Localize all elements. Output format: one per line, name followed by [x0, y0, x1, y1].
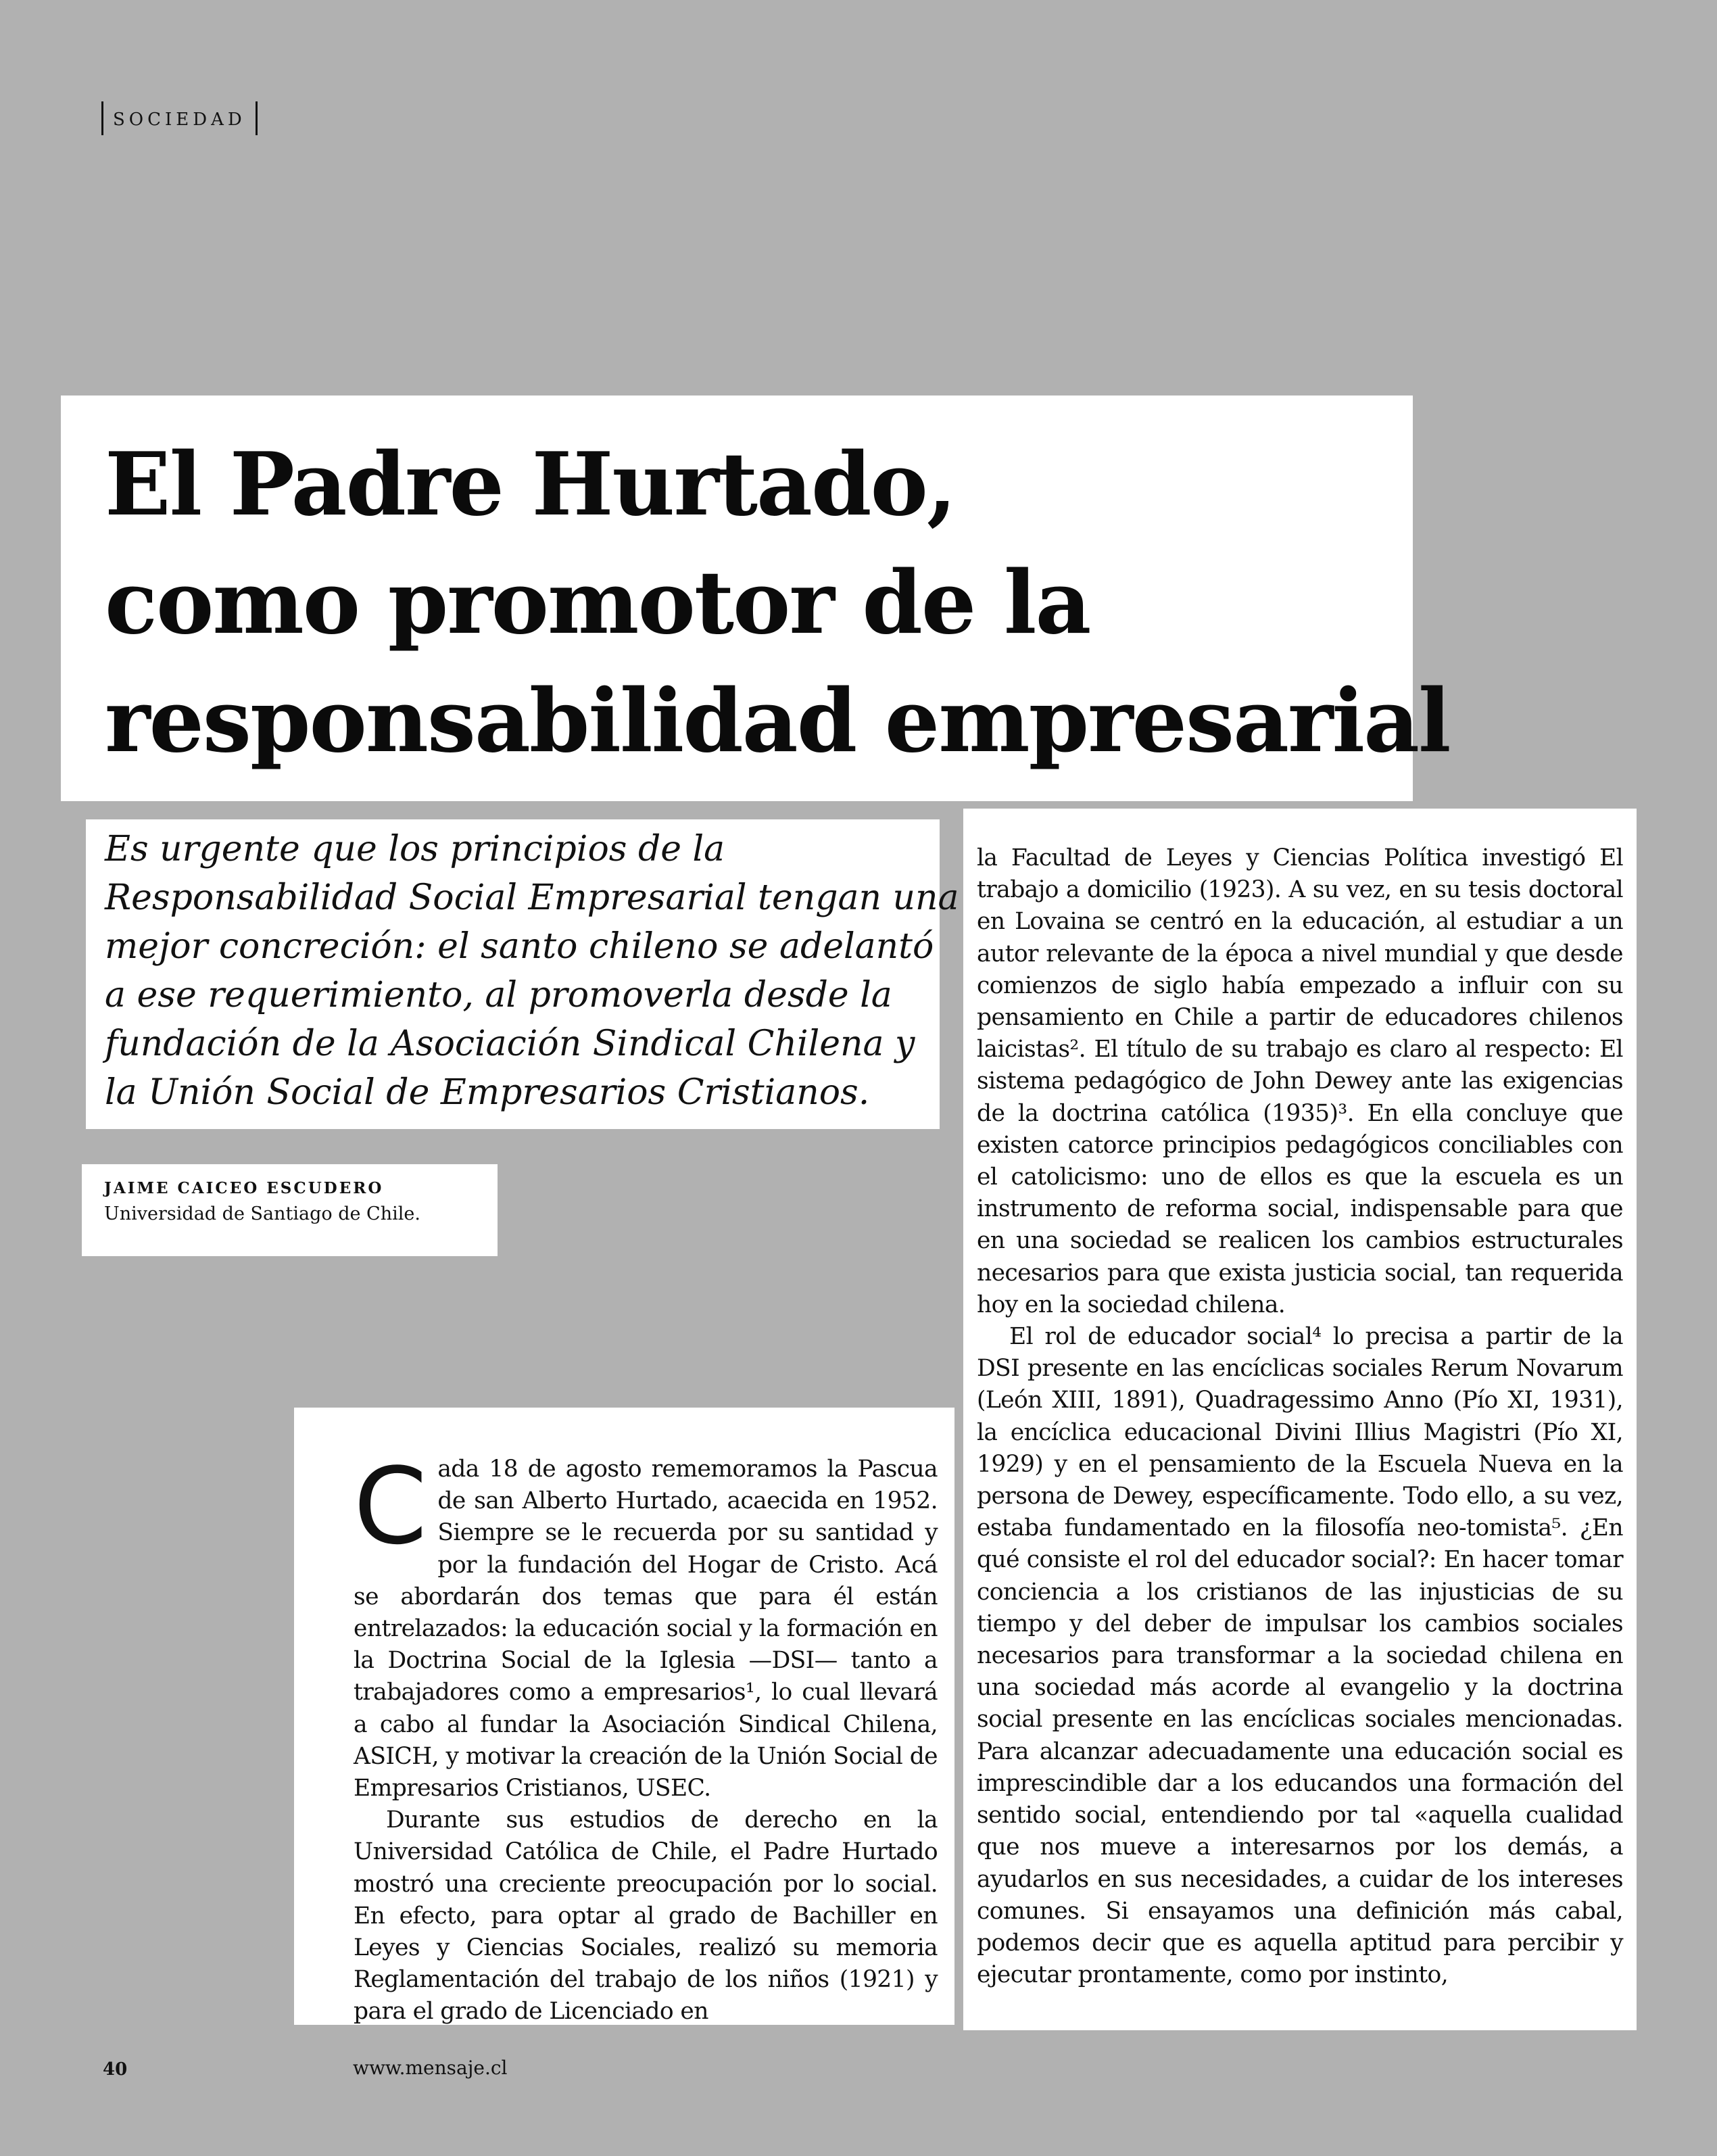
- author-affiliation: Universidad de Santiago de Chile.: [104, 1203, 420, 1224]
- paragraph: El rol de educador social⁴ lo precisa a partir de la DSI presente en las encíclicas sociales Rerum Novarum (León XIII, 1891), Quadragessimo Anno (Pío XI, 1931), la encíclica educacional Divini Illius Magistri (Pío XI, 1929) y en el pensamiento de la Escuela Nueva en la persona de Dewey, específicamente. Todo ello, a su vez, estaba fundamentado en la filosofía neo-tomista⁵. ¿En qué consiste el rol del educador social?: En hacer tomar conciencia a los cristianos de las injusticias de su tiempo y del deber de impulsar los cambios sociales necesarios para transformar a la sociedad chilena en una sociedad más acorde al evangelio y la doctrina social presente en las encíclicas sociales mencionadas. Para alcanzar adecuadamente una educación social es imprescindible dar a los educandos una formación del sentido social, entendiendo por tal «aquella cualidad que nos mueve a interesarnos por los demás, a ayudarlos en sus necesidades, a cuidar de los intereses comunes. Si ensayamos una definición más cabal, podemos decir que es aquella aptitud para percibir y ejecutar prontamente, como por instinto,: [977, 1323, 1623, 1989]
- page-number: 40: [103, 2059, 128, 2080]
- footer-url: www.mensaje.cl: [353, 2057, 508, 2079]
- title-line: como promotor de la: [105, 552, 1090, 654]
- article-lead: [105, 825, 959, 1117]
- author-name: JAIME CAICEO ESCUDERO: [104, 1179, 384, 1197]
- lead-box: [86, 819, 959, 1129]
- drop-cap: C: [354, 1445, 427, 1568]
- lead-line: mejor concreción: el santo chileno se adelantó: [105, 926, 934, 967]
- body-column-left: [294, 1408, 954, 2025]
- title-box: [61, 396, 1450, 801]
- lead-line: la Unión Social de Empresarios Cristianos.: [105, 1072, 870, 1113]
- title-line: El Padre Hurtado,: [105, 434, 956, 535]
- lead-line: Responsabilidad Social Empresarial tengan una: [105, 878, 959, 918]
- lead-line: Es urgente que los principios de la: [105, 829, 725, 869]
- paragraph: Durante sus estudios de derecho en la Universidad Católica de Chile, el Padre Hurtado mostró una creciente preocupación por lo social. En efecto, para optar al grado de Bachiller en Leyes y Ciencias Sociales, realizó su memoria Reglamentación del trabajo de los niños (1921) y para el grado de Licenciado en: [354, 1806, 938, 2026]
- body-column-right: [963, 809, 1637, 2030]
- author-box: [82, 1164, 498, 1256]
- section-label: SOCIEDAD: [101, 101, 258, 135]
- paragraph-text: ada 18 de agosto rememoramos la Pascua de san Alberto Hurtado, acaecida en 1952. Siempre se le recuerda por su santidad y por la fundación del Hogar de Cristo. Acá se abordarán dos temas que para él están entrelazados: la educación social y la formación en la Doctrina Social de la Iglesia —DSI— tanto a trabajadores como a empresarios¹, lo cual llevará a cabo al fundar la Asociación Sindical Chilena, ASICH, y motivar la creación de la Unión Social de Empresarios Cristianos, USEC.: [354, 1456, 938, 1802]
- title-line: responsabilidad empresarial: [105, 671, 1450, 772]
- paragraph: la Facultad de Leyes y Ciencias Política investigó El trabajo a domicilio (1923). A su vez, en su tesis doctoral en Lovaina se centró en la educación, al estudiar a un autor relevante de la época a nivel mundial y que desde comienzos de siglo había empezado a influir con su pensamiento en Chile a partir de educadores chilenos laicistas². El título de su trabajo es claro al respecto: El sistema pedagógico de John Dewey ante las exigencias de la doctrina católica (1935)³. En ella concluye que existen catorce principios pedagógicos conciliables con el catolicismo: uno de ellos es que la escuela es un instrumento de reforma social, indispensable para que en una sociedad se realicen los cambios estructurales necesarios para que exista justicia social, tan requerida hoy en la sociedad chilena.: [977, 844, 1623, 1318]
- lead-line: a ese requerimiento, al promoverla desde la: [105, 975, 892, 1015]
- lead-line: fundación de la Asociación Sindical Chilena y: [105, 1024, 915, 1064]
- paragraph: [354, 1445, 938, 1804]
- article-title: [105, 426, 1450, 781]
